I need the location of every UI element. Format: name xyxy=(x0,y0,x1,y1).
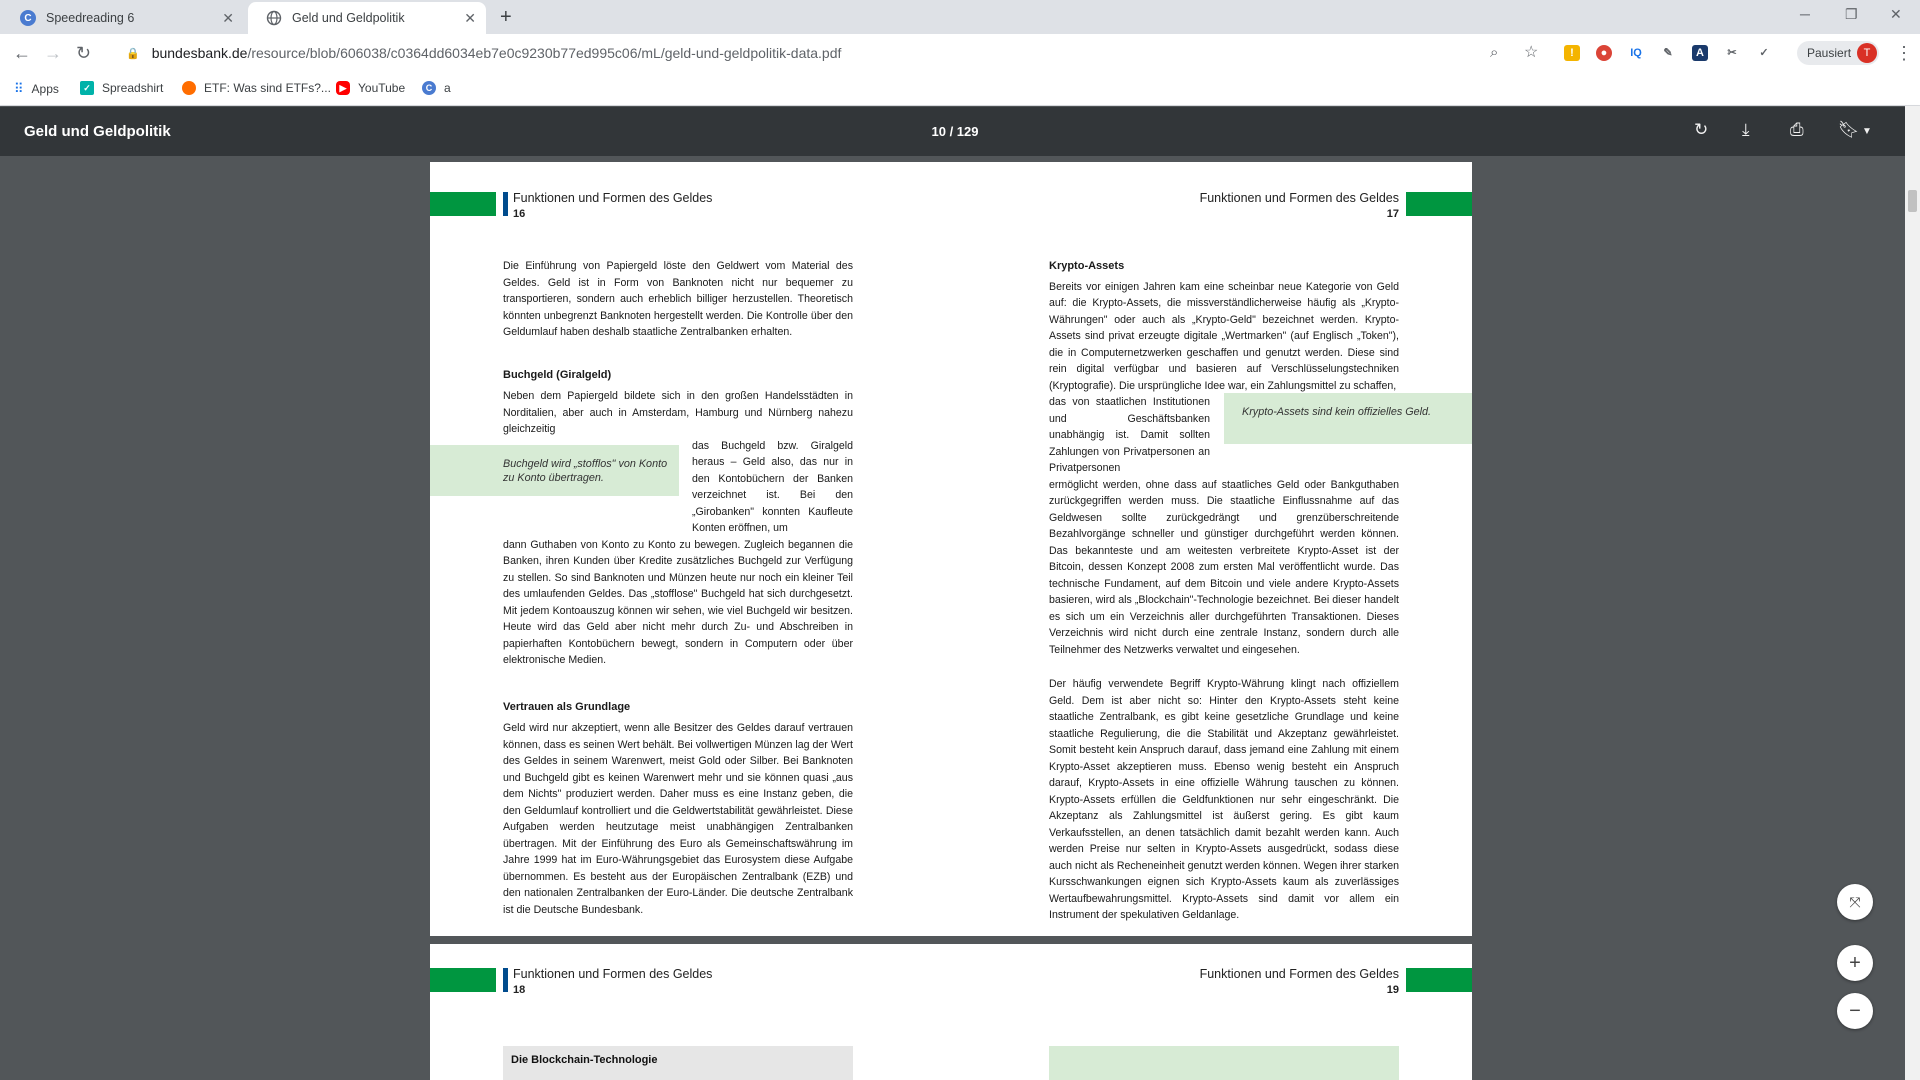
bookmark-label: YouTube xyxy=(358,81,406,95)
paragraph-buchgeld-c: dann Guthaben von Konto zu Konto zu bewegen. Zugleich begannen die Banken, ihren Kunden über Kredite zusätzliches Buchgeld zur Verfügung zu stellen. So sind Banknoten und Münzen heute nur noch ein kleiner Teil des umlaufenden Geldes. Das „stofflose" Buchgeld hat sich durchgesetzt. Mit jedem Kontoauszug können wir sehen, wie viel Buchgeld wir besitzen. Heute wird das Geld aber nicht mehr durch Zu- und Abschreiben in papierhaften Kontobüchern bewegt, sondern in Computern oder über elektronische Medien. xyxy=(503,538,853,666)
paragraph-krypto-b: das von staatlichen Institutionen und Geschäftsbanken unabhängig ist. Damit sollten Zahlungen von Privatpersonen an Privatpersonen xyxy=(1049,396,1210,474)
zoom-icon[interactable]: ⌕ xyxy=(1490,44,1499,61)
blue-marker xyxy=(503,192,508,216)
close-tab-icon[interactable]: ✕ xyxy=(222,10,234,26)
bookmark-apps[interactable] xyxy=(14,81,59,97)
scrollbar[interactable] xyxy=(1905,106,1920,1080)
avatar: T xyxy=(1857,43,1877,63)
chevron-down-icon[interactable]: ▼ xyxy=(1862,126,1872,137)
paragraph-kryptowaehrung: Der häufig verwendete Begriff Krypto-Währung klingt nach offiziellem Geld. Dem ist aber nicht so: Hinter den Krypto-Assets steht keine staatliche Zentralbank, es gibt keine gesetzliche Grundlage und keine staatliche Regulierung, die die Stabilität und Akzeptanz gewährleistet. Somit besteht kein Anspruch darauf, dass jemand eine Zahlung mit einem Krypto-Asset akzeptieren muss. Ebenso wenig besteht ein Anspruch darauf, Krypto-Assets in eine offizielle Währung tauschen zu können. Krypto-Assets erfüllen die Geldfunktionen nur sehr eingeschränkt. Die Akzeptanz als Zahlungsmittel ist äußerst gering. Es gibt kaum Verkaufsstellen, an denen tatsächlich damit bezahlt werden kann. Auch werden Preise nur selten in Krypto-Assets ausgedrückt, sodass diese auch nicht als Recheneinheit genutzt werden können. Wegen ihrer starken Kursschwankungen eignen sich Krypto-Assets kaum als zuverlässiges Wertaufbewahrungsmittel. Krypto-Assets sind damit vor allem ein Instrument der spekulativen Geldanlage. xyxy=(1049,678,1399,921)
youtube-icon: ▶ xyxy=(336,81,350,95)
paragraph-krypto-c: ermöglicht werden, ohne dass auf staatliches Geld oder Bankguthaben zurückgegriffen werden muss. Die staatliche Einflussnahme auf das Geldwesen sollte zurückgedrängt und grenzüberschreitende Bezahlvorgänge schneller und günstiger durchgeführt werden können. Das bekannteste und am weitesten verbreitete Krypto-Asset ist der Bitcoin, dessen Konzept 2008 zum ersten Mal veröffentlicht wurde. Das technische Fundament, auf dem Bitcoin und viele andere Krypto-Assets basieren, wird als „Blockchain"-Technologie bezeichnet. Bei dieser handelt es sich um ein Verzeichnis aller durchgeführten Transaktionen. Dieses Verzeichnis wird nicht durch eine zentrale Instanz, sondern durch alle Teilnehmer des Netzwerks verwaltet und eingesehen. xyxy=(1049,478,1399,656)
download-icon[interactable]: ⤓ xyxy=(1742,120,1750,139)
close-window-icon[interactable]: ✕ xyxy=(1890,6,1902,22)
running-head-text: Funktionen und Formen des Geldes xyxy=(513,967,713,981)
green-header-bar xyxy=(1406,968,1472,992)
paragraph-vertrauen: Geld wird nur akzeptiert, wenn alle Besitzer des Geldes darauf vertrauen können, dass es seinen Wert behält. Bei vollwertigen Münzen lag der Wert des Geldes in seinem Warenwert, meist Gold oder Silber. Bei Banknoten und Buchgeld gibt es keinen Warenwert mehr und sie können quasi „aus dem Nichts" produziert werden. Daher muss es eine Instanz geben, die den Geldumlauf kontrolliert und die Geldwertstabilität gewährleistet. Diese Aufgaben werden heutzutage meist unabhängigen Zentralbanken übertragen. Mit der Einführung des Euro als Gemeinschaftswährung im Jahre 1999 hat im Euro-Währungsgebiet das Eurosystem diese Aufgabe übernommen. Es besteht aus der Europäischen Zentralbank (EZB) und den nationalen Zentralbanken der Euro-Länder. Die deutsche Zentralbank ist die Deutsche Bundesbank. xyxy=(503,722,853,916)
pdf-page-spread xyxy=(430,944,1472,1080)
running-head-text: Funktionen und Formen des Geldes xyxy=(1199,967,1399,981)
lock-icon: 🔒 xyxy=(126,47,140,60)
menu-icon[interactable]: ⋮ xyxy=(1895,43,1913,63)
page-number: 17 xyxy=(1386,208,1399,220)
right-column xyxy=(1049,258,1399,950)
bookmark-youtube[interactable] xyxy=(336,81,405,95)
bookmark-icon[interactable]: 🔖︎ xyxy=(1838,120,1860,139)
profile-button[interactable] xyxy=(1797,41,1879,65)
page-number: 18 xyxy=(513,984,526,996)
new-tab-icon[interactable]: + xyxy=(500,6,512,28)
browser-toolbar xyxy=(0,34,1920,74)
bookmark-label: Spreadshirt xyxy=(102,81,164,95)
box-blockchain xyxy=(503,1046,853,1080)
page-number: 19 xyxy=(1386,984,1399,996)
green-header-bar xyxy=(430,968,496,992)
blue-marker xyxy=(503,968,508,992)
paragraph-buchgeld-a: Neben dem Papiergeld bildete sich in den großen Handelsstädten in Norditalien, aber auch in Amsterdam, Hamburg und Nürnberg nahezu gleichzeitig xyxy=(503,390,853,435)
page-number: 16 xyxy=(513,208,526,220)
green-info-box xyxy=(1049,1046,1399,1080)
print-icon[interactable]: ⎙ xyxy=(1790,120,1804,139)
running-head-left xyxy=(513,966,712,998)
extension-iq-icon[interactable]: IQ xyxy=(1630,47,1642,59)
paragraph-buchgeld-b: das Buchgeld bzw. Giralgeld heraus – Geld also, das nur in den Kontobüchern der Banken verzeichnet ist. Bei den „Girobanken" konnten Kaufleute Konten eröffnen, um xyxy=(692,439,853,534)
sidebox-krypto: Krypto-Assets sind kein offizielles Geld. xyxy=(1224,393,1472,444)
tab-speedreading[interactable] xyxy=(2,2,244,34)
bookmark-label: Apps xyxy=(31,82,59,96)
bookmark-label: a xyxy=(444,81,451,95)
pdf-page-spread xyxy=(430,162,1472,936)
zoom-in-icon[interactable]: + xyxy=(1837,945,1873,981)
bookmark-label: ETF: Was sind ETFs?... xyxy=(204,81,331,95)
heading-buchgeld: Buchgeld (Giralgeld) xyxy=(503,368,612,381)
restore-icon[interactable]: ❐ xyxy=(1845,6,1858,22)
running-head-left xyxy=(513,190,712,222)
bookmark-a[interactable] xyxy=(422,81,451,95)
minimize-icon[interactable]: ─ xyxy=(1800,6,1810,22)
spreadshirt-icon: ✓ xyxy=(80,81,94,95)
url-path: /resource/blob/606038/c0364dd6034eb7e0c9230b77ed995c06/mL/geld-und-geldpolitik-data.pdf xyxy=(247,45,842,61)
pdf-title: Geld und Geldpolitik xyxy=(24,123,171,140)
sidebox-buchgeld: Buchgeld wird „stofflos" von Konto zu Konto übertragen. xyxy=(430,445,679,496)
running-head-text: Funktionen und Formen des Geldes xyxy=(513,191,713,205)
rotate-icon[interactable]: ↻ xyxy=(1694,120,1709,139)
pdf-toolbar xyxy=(0,107,1920,156)
pdf-viewer[interactable] xyxy=(0,156,1920,1080)
running-head-text: Funktionen und Formen des Geldes xyxy=(1199,191,1399,205)
globe-icon xyxy=(266,10,282,26)
extension-5-icon[interactable]: ✂ xyxy=(1727,47,1737,59)
extension-1-icon[interactable]: ! xyxy=(1564,45,1580,61)
green-header-bar xyxy=(430,192,496,216)
box-heading: Die Blockchain-Technologie xyxy=(511,1054,658,1066)
green-header-bar xyxy=(1406,192,1472,216)
address-bar[interactable] xyxy=(112,38,1522,68)
paragraph-krypto-a: Bereits vor einigen Jahren kam eine scheinbar neue Kategorie von Geld auf: die Krypto-Assets, die missverständlicherweise häufig als „Krypto-Währungen" oder auch als „Krypto-Geld" bezeichnet werden. Krypto-Assets sind privat erzeugte digitale „Wertmarken" (auf Englisch „Token"), die in Computernetzwerken geschaffen und genutzt werden. Diese sind rein digital verfügbar und basieren auf Verschlüsselungstechniken (Kryptografie). Die ursprüngliche Idee war, ein Zahlungsmittel zu schaffen, xyxy=(1049,280,1399,392)
extension-6-icon[interactable]: ✓ xyxy=(1759,47,1769,59)
reload-icon[interactable]: ↻ xyxy=(76,43,92,63)
apps-grid-icon: ⠿ xyxy=(14,81,24,96)
left-column xyxy=(503,258,853,944)
scrollbar-thumb[interactable] xyxy=(1908,190,1917,212)
zoom-out-icon[interactable]: − xyxy=(1837,993,1873,1029)
page-indicator[interactable]: 10 / 129 xyxy=(931,124,979,139)
c-favicon-icon: C xyxy=(20,10,36,26)
back-icon[interactable]: ← xyxy=(13,43,31,63)
star-icon[interactable]: ☆ xyxy=(1524,44,1539,61)
extension-pen-icon[interactable]: ✎ xyxy=(1663,47,1673,59)
heading-krypto: Krypto-Assets xyxy=(1049,260,1125,272)
etf-icon xyxy=(182,81,196,95)
bookmark-etf[interactable] xyxy=(182,81,331,95)
url-host: bundesbank.de xyxy=(151,45,248,61)
c-icon: C xyxy=(422,81,436,95)
close-tab-icon[interactable]: ✕ xyxy=(464,10,476,26)
bookmark-spreadshirt[interactable] xyxy=(80,81,163,95)
tab-title: Geld und Geldpolitik xyxy=(292,11,405,25)
tab-geld-und-geldpolitik[interactable] xyxy=(248,2,486,34)
extension-4-icon[interactable]: A xyxy=(1692,45,1708,61)
tab-strip xyxy=(0,0,1920,34)
forward-icon[interactable]: → xyxy=(44,43,62,63)
fit-page-icon[interactable]: ⤧ xyxy=(1837,884,1873,920)
running-head-right xyxy=(1200,966,1399,998)
profile-status: Pausiert xyxy=(1807,46,1852,60)
intro-paragraph: Die Einführung von Papiergeld löste den Geldwert vom Material des Geldes. Geld ist in Form von Banknoten nicht nur bequemer zu transportieren, sondern auch erheblich billiger herzustellen. Theoretisch könnten unbegrenzt Banknoten hergestellt werden. Die Kontrolle über den Geldumlauf haben deshalb staatliche Zentralbanken erhalten. xyxy=(503,260,853,338)
extension-2-icon[interactable]: ● xyxy=(1596,45,1612,61)
bookmarks-bar xyxy=(0,74,1920,106)
tab-title: Speedreading 6 xyxy=(46,11,135,25)
heading-vertrauen: Vertrauen als Grundlage xyxy=(503,700,631,713)
running-head-right xyxy=(1200,190,1399,222)
